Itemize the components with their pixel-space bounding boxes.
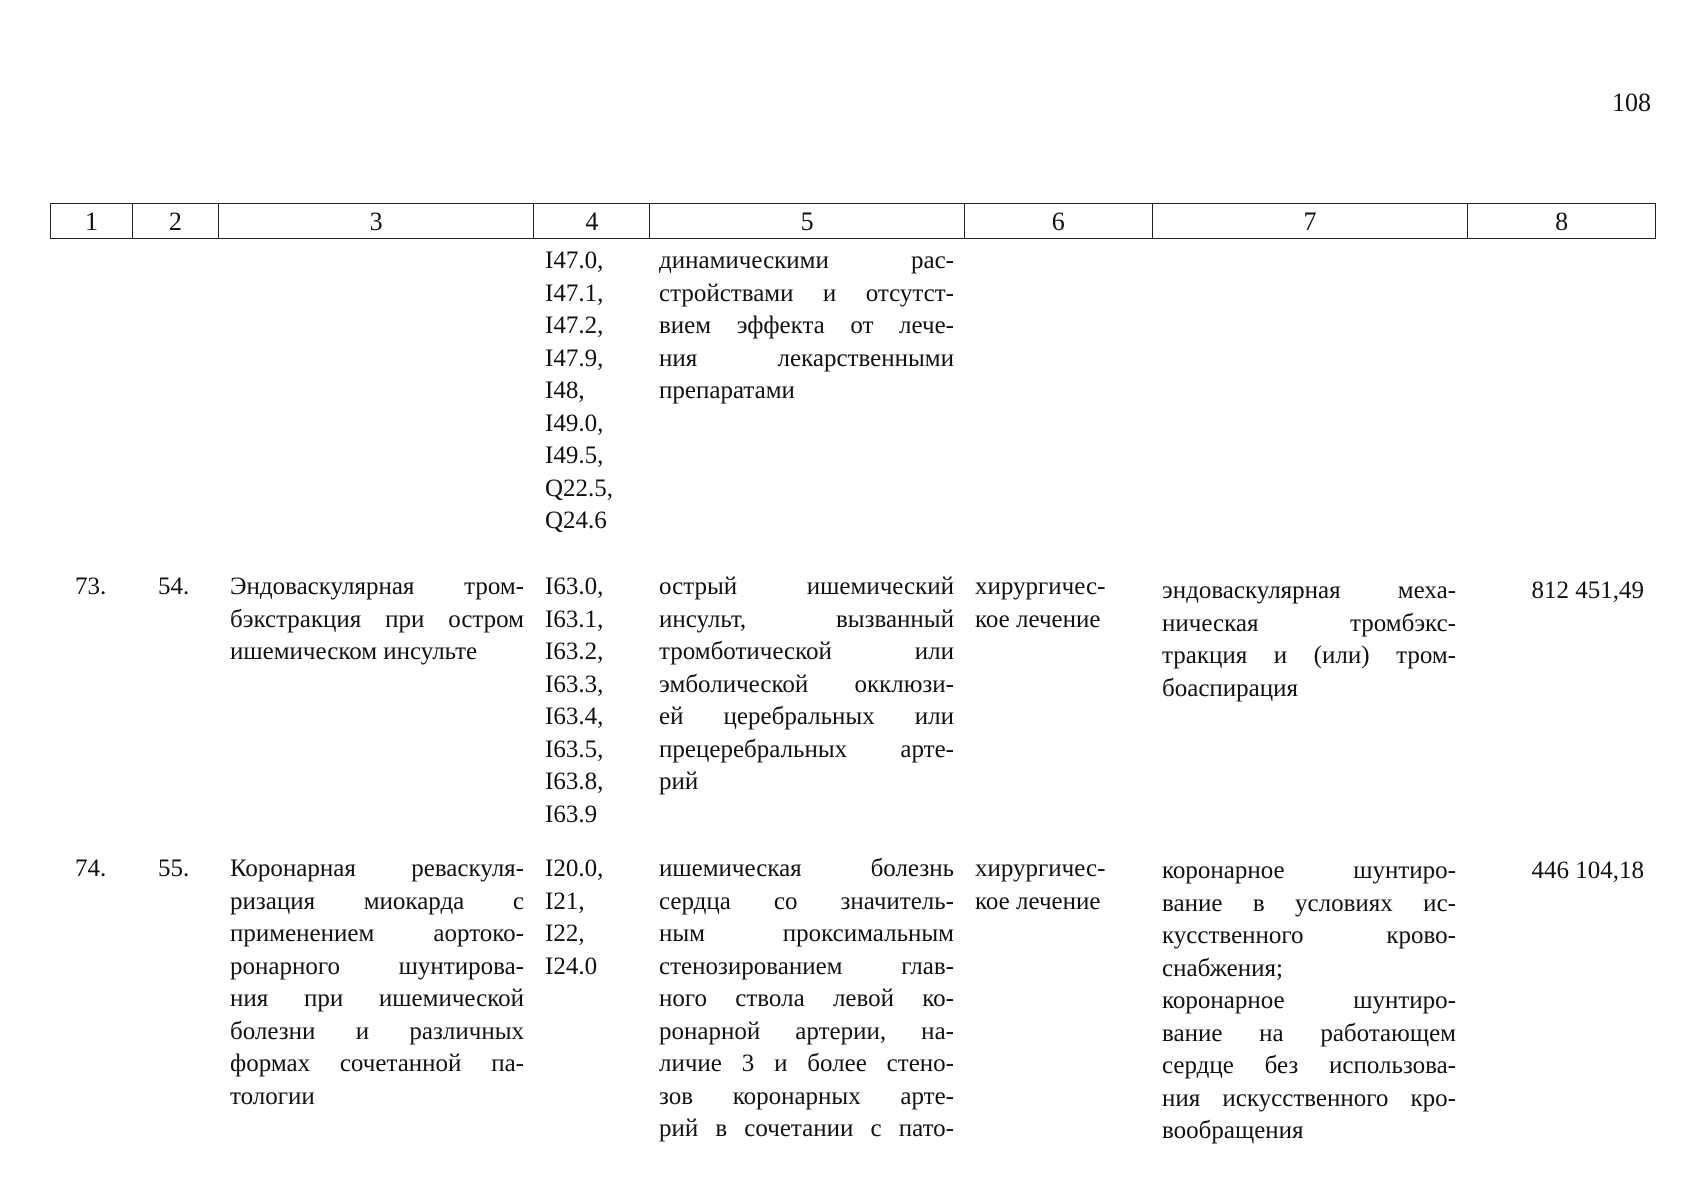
code-line: I63.5, — [545, 735, 604, 763]
column-header-7: 7 — [1153, 204, 1469, 238]
text-line: бэкстракция при остром — [230, 605, 524, 633]
code-line: I49.5, — [545, 442, 604, 469]
text-line: ей церебральных или — [659, 703, 954, 730]
text-line: Коронарная реваскуля- — [230, 855, 524, 882]
row-73-method — [1162, 575, 1456, 705]
text-line: стройствами и отсутст- — [659, 279, 954, 307]
text-line: тромботической или — [659, 638, 954, 665]
text-line: коронарное шунтиро- — [1162, 987, 1456, 1014]
code-line: Q22.5, — [545, 474, 614, 502]
text-line: кое лечение — [975, 605, 1101, 633]
text-line: применением аортоко- — [230, 920, 524, 947]
row-73-description — [659, 571, 954, 799]
row-74-codes — [545, 853, 645, 983]
text-line: ническая тромбэкс- — [1162, 609, 1456, 637]
column-header-8: 8 — [1555, 207, 1569, 236]
text-line: стенозированием глав- — [659, 952, 954, 980]
text-line: рий — [659, 768, 699, 795]
column-header-3: 3 — [219, 204, 535, 238]
code-line: I63.4, — [545, 703, 604, 730]
continuation-codes — [545, 245, 645, 538]
row-73-name — [230, 571, 524, 669]
text-line: острый ишемический — [659, 573, 954, 600]
text-line: вание на работающем — [1162, 1019, 1456, 1047]
row-74-method — [1162, 855, 1456, 1148]
code-line: I48, — [545, 377, 585, 404]
column-header-4: 4 — [534, 204, 650, 238]
row-73-number: 73. — [75, 573, 107, 600]
column-header-5: 5 — [650, 204, 965, 238]
code-line: I47.1, — [545, 279, 604, 307]
text-line: инсульт, вызванный — [659, 605, 954, 633]
column-header-2: 2 — [133, 204, 219, 238]
text-line: снабжения; — [1162, 954, 1283, 982]
text-line: тологии — [230, 1082, 315, 1110]
text-line: ишемическом инсульте — [230, 638, 478, 665]
text-line: ным проксимальным — [659, 920, 954, 947]
code-line: I22, — [545, 920, 585, 947]
code-line: I63.8, — [545, 768, 604, 795]
code-line: Q24.6 — [545, 507, 607, 534]
row-74-description — [659, 853, 954, 1146]
code-line: I49.0, — [545, 409, 604, 437]
text-line: вание в условиях ис- — [1162, 889, 1456, 917]
row-74-treatment — [975, 853, 1135, 918]
text-line: эндоваскулярная меха- — [1162, 577, 1456, 604]
text-line: ния лекарственными — [659, 344, 954, 372]
column-header-row — [50, 203, 1656, 239]
text-line: хирургичес- — [975, 855, 1106, 882]
code-line: I63.1, — [545, 605, 604, 633]
text-line: прецеребральных арте- — [659, 735, 954, 763]
code-line: I20.0, — [545, 855, 604, 882]
text-line: боаспирация — [1162, 674, 1299, 702]
continuation-description — [659, 245, 954, 408]
row-73-subnumber: 54. — [158, 573, 190, 600]
row-73-price: 812 451,49 — [1531, 577, 1644, 604]
row-74-subnumber: 55. — [158, 855, 190, 882]
text-line: препаратами — [659, 377, 795, 404]
text-line: ного ствола левой ко- — [659, 985, 954, 1012]
text-line: ронарной артерии, на- — [659, 1017, 954, 1045]
text-line: формах сочетанной па- — [230, 1050, 524, 1077]
row-73-treatment — [975, 571, 1135, 636]
code-line: I21, — [545, 887, 585, 915]
row-74-price: 446 104,18 — [1531, 857, 1644, 884]
text-line: ния при ишемической — [230, 985, 524, 1012]
code-line: I63.3, — [545, 670, 604, 698]
row-74-number: 74. — [75, 855, 107, 882]
code-line: I63.9 — [545, 800, 598, 828]
page-number: 108 — [1612, 88, 1651, 117]
text-line: кусственного крово- — [1162, 922, 1456, 949]
row-74-name — [230, 853, 524, 1113]
text-line: вообращения — [1162, 1117, 1304, 1144]
code-line: I47.2, — [545, 312, 604, 339]
text-line: ронарного шунтирова- — [230, 952, 524, 980]
text-line: ния искусственного кро- — [1162, 1084, 1456, 1112]
text-line: сердца со значитель- — [659, 887, 954, 915]
text-line: сердце без использова- — [1162, 1052, 1456, 1079]
code-line: I47.0, — [545, 247, 604, 274]
text-line: болезни и различных — [230, 1017, 524, 1045]
text-line: хирургичес- — [975, 573, 1106, 600]
text-line: кое лечение — [975, 887, 1101, 915]
text-line: ризация миокарда с — [230, 887, 524, 915]
row-73-codes — [545, 571, 645, 831]
text-line: эмболической окклюзи- — [659, 670, 954, 698]
code-line: I47.9, — [545, 344, 604, 372]
text-line: Эндоваскулярная тром- — [230, 573, 524, 600]
column-header-1: 1 — [51, 204, 133, 238]
column-header-6: 6 — [965, 204, 1153, 238]
code-line: I63.0, — [545, 573, 604, 600]
text-line: личие 3 и более стено- — [659, 1050, 954, 1077]
text-line: зов коронарных арте- — [659, 1082, 954, 1110]
text-line: вием эффекта от лече- — [659, 312, 954, 339]
text-line: тракция и (или) тром- — [1162, 642, 1456, 669]
text-line: рий в сочетании с пато- — [659, 1115, 954, 1142]
text-line: динамическими рас- — [659, 247, 954, 274]
code-line: I63.2, — [545, 638, 604, 665]
text-line: коронарное шунтиро- — [1162, 857, 1456, 884]
text-line: ишемическая болезнь — [659, 855, 954, 882]
code-line: I24.0 — [545, 952, 598, 980]
